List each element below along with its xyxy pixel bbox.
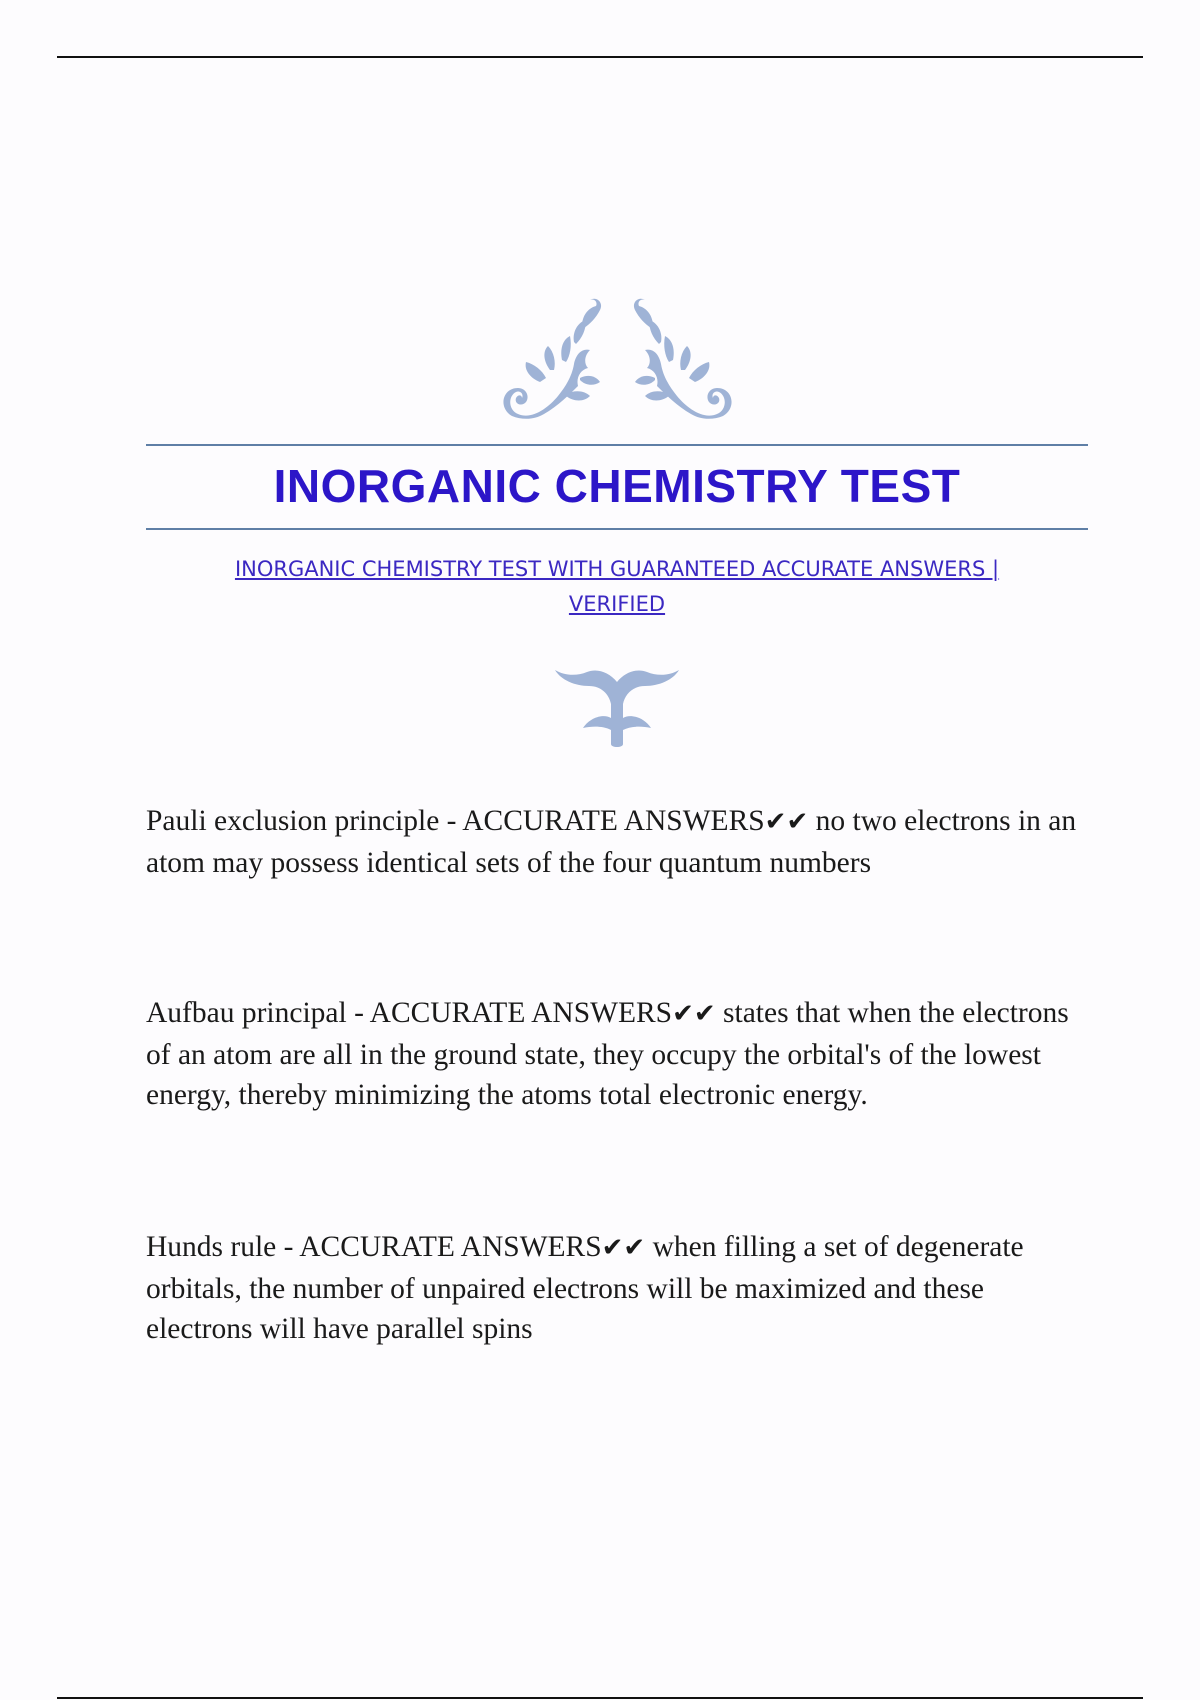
subtitle-line-2: VERIFIED xyxy=(568,592,666,616)
entry-definition: no two electrons in an atom may possess identical sets of the four quantum numbers xyxy=(146,805,1077,879)
entry-definition: when filling a set of degenerate orbitals, the number of unpaired electrons will be maximized and these electrons will have parallel spins xyxy=(146,1231,1024,1345)
document-title: INORGANIC CHEMISTRY TEST xyxy=(273,460,961,512)
title-top-rule xyxy=(146,444,1088,446)
title-bottom-rule xyxy=(146,528,1088,530)
entry-term: Aufbau principal - ACCURATE ANSWERS xyxy=(146,997,673,1029)
entry-pauli-exclusion xyxy=(146,801,1096,883)
entry-hunds-rule xyxy=(146,1227,1096,1350)
entry-definition: states that when the electrons of an atom are all in the ground state, they occupy the orbital's of the lowest energy, thereby minimizing the atoms total electronic energy. xyxy=(146,997,1069,1111)
document-subtitle[interactable] xyxy=(160,552,1074,622)
fleuron-icon xyxy=(553,664,681,750)
check-icon: ✔✔ xyxy=(764,807,809,837)
page-bottom-rule xyxy=(57,1697,1143,1699)
page-top-rule xyxy=(57,56,1143,58)
floral-scroll-icon xyxy=(500,298,735,426)
check-icon: ✔✔ xyxy=(601,1233,646,1263)
entry-term: Hunds rule - ACCURATE ANSWERS xyxy=(146,1231,602,1263)
entry-aufbau xyxy=(146,993,1096,1116)
check-icon: ✔✔ xyxy=(672,999,716,1029)
entry-term: Pauli exclusion principle - ACCURATE ANSWERS xyxy=(146,805,765,837)
subtitle-line-1: INORGANIC CHEMISTRY TEST WITH GUARANTEED ACCURATE ANSWERS | xyxy=(234,557,1000,581)
